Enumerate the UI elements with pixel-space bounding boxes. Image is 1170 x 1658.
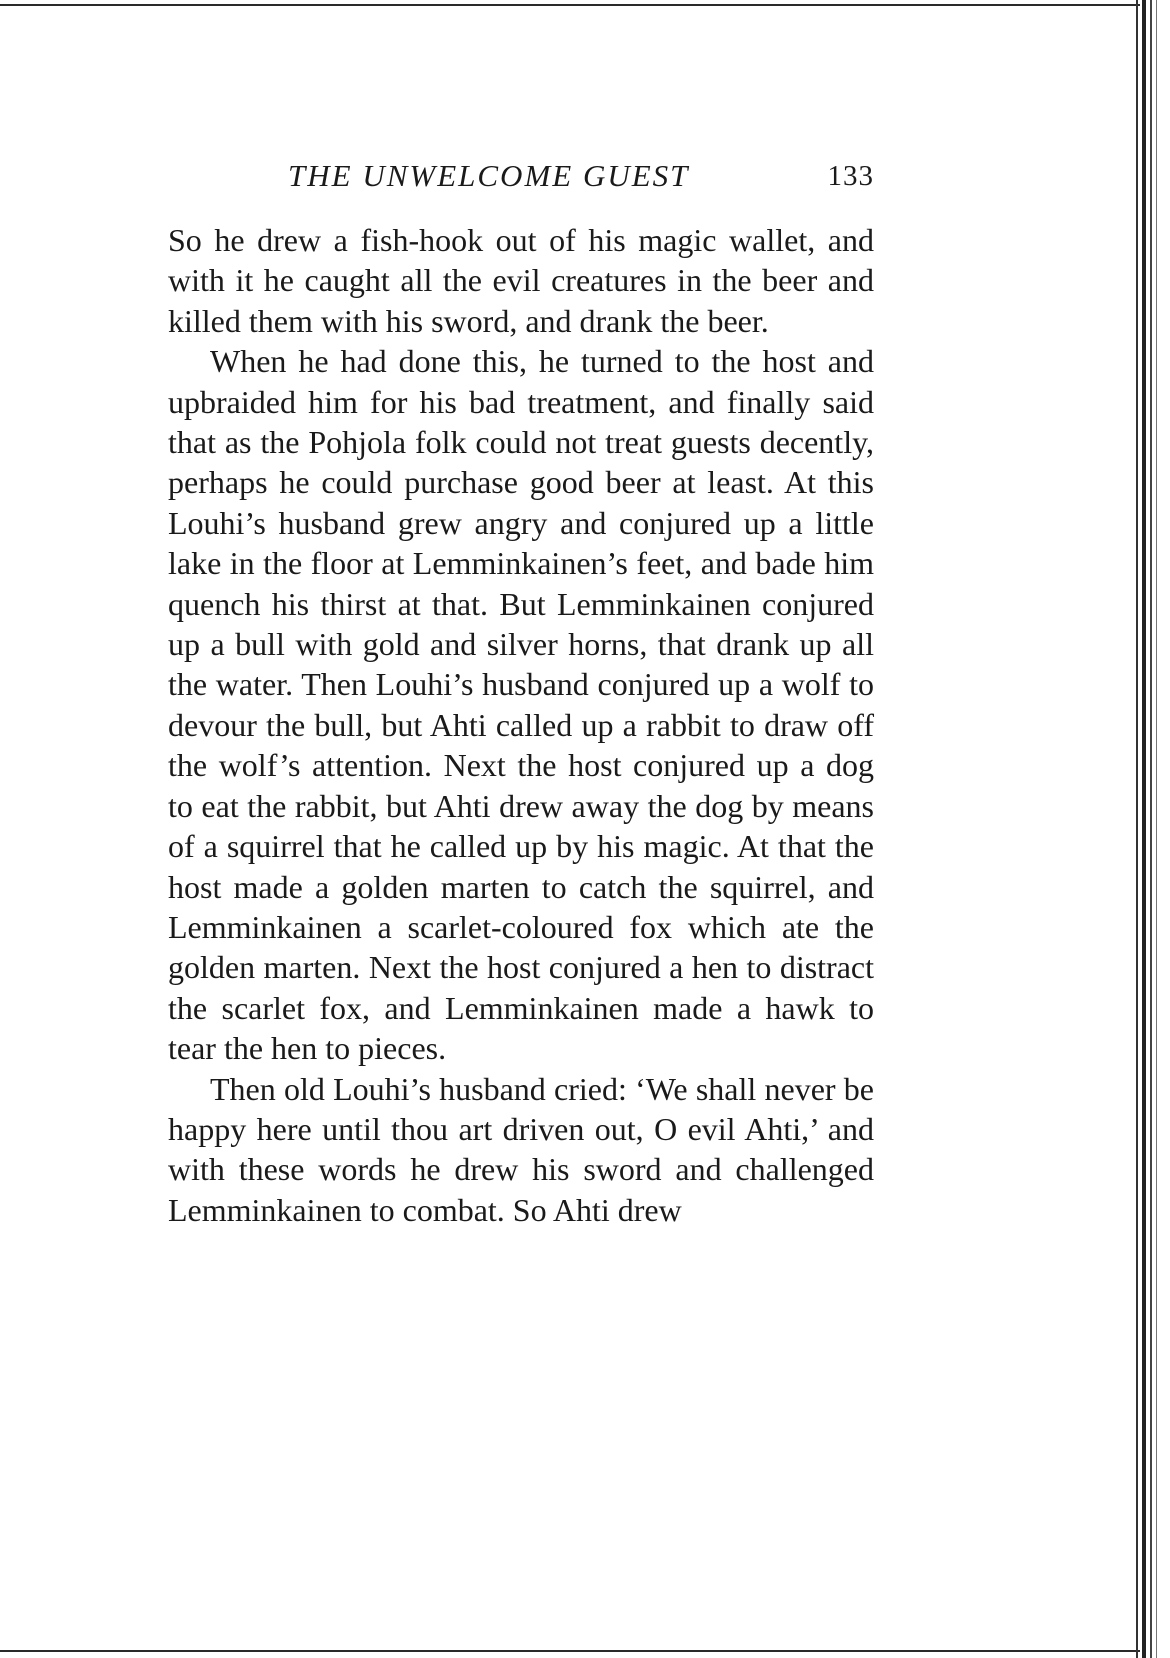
page-header [168, 158, 874, 198]
body-text [168, 220, 874, 1230]
running-title: THE UNWELCOME GUEST [288, 158, 690, 193]
paragraph-3: Then old Louhi’s husband cried: ‘We shall never be happy here until thou art driven out, O evil Ahti,’ and with these words he drew his sword and challenged Lemminkainen to combat. So Ahti drew [168, 1070, 874, 1228]
page-number: 133 [827, 160, 874, 192]
paragraph-1: So he drew a fish-hook out of his magic wallet, and with it he caught all the evil creatures in the beer and killed them with his sword, and drank the beer. [168, 222, 874, 339]
book-binding-edge [1132, 0, 1170, 1658]
paragraph-2: When he had done this, he turned to the host and upbraided him for his bad treatment, and finally said that as the Pohjola folk could not treat guests decently, perhaps he could purchase good beer at least. At this Louhi’s husband grew angry and conjured up a little lake in the floor at Lemminkainen’s feet, and bade him quench his thirst at that. But Lemminkainen conjured up a bull with gold and silver horns, that drank up all the water. Then Louhi’s husband conjured up a wolf to devour the bull, but Ahti called up a rabbit to draw off the wolf’s attention. Next the host conjured up a dog to eat the rabbit, but Ahti drew away the dog by means of a squirrel that he called up by his magic. At that the host made a golden marten to catch the squirrel, and Lemminkainen a scarlet-coloured fox which ate the golden marten. Next the host conjured a hen to distract the scarlet fox, and Lemminkainen made a hawk to tear the hen to pieces. [168, 343, 874, 1067]
top-border-rule [0, 4, 1140, 6]
bottom-border-rule [0, 1650, 1140, 1652]
